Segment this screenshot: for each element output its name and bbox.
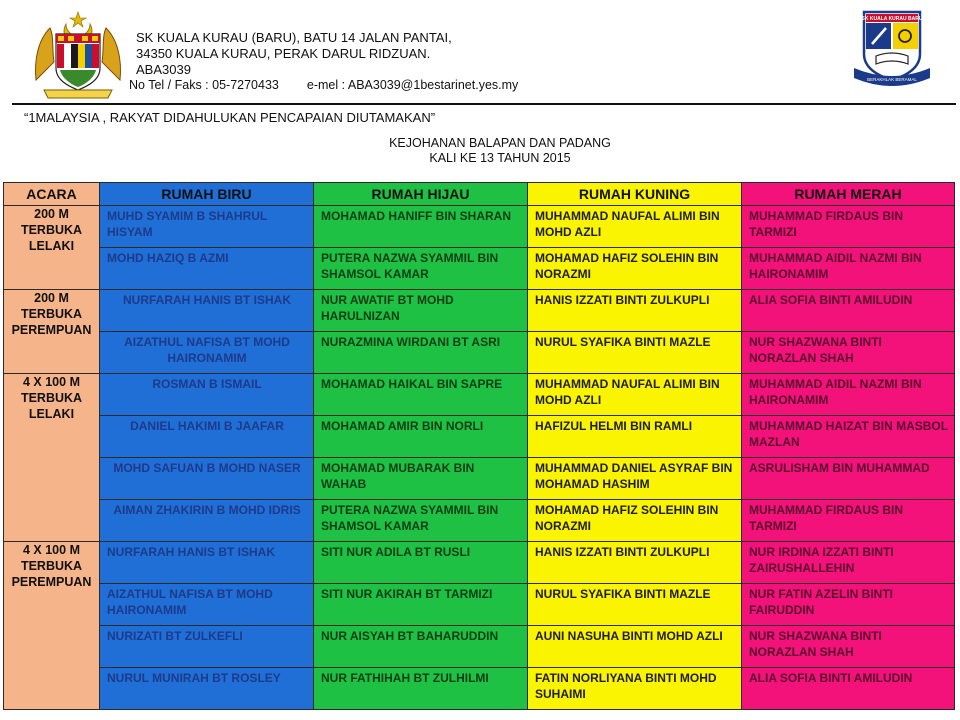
event-cell bbox=[4, 542, 100, 710]
athlete-cell-kuning bbox=[528, 290, 742, 332]
athlete-cell-kuning bbox=[528, 248, 742, 290]
event-cell bbox=[4, 290, 100, 374]
athlete-name: NUR SHAZWANA BINTI NORAZLAN SHAH bbox=[749, 335, 882, 365]
athlete-cell-biru bbox=[100, 626, 314, 668]
athlete-cell-merah bbox=[742, 374, 955, 416]
event-label-line: 4 X 100 M bbox=[23, 375, 80, 389]
athlete-name: NUR SHAZWANA BINTI NORAZLAN SHAH bbox=[749, 629, 882, 659]
athlete-name: MOHAMAD MUBARAK BIN WAHAB bbox=[321, 461, 475, 491]
logo-top-text: SK KUALA KURAU BARU bbox=[861, 16, 923, 22]
athlete-name: NURFARAH HANIS BT ISHAK bbox=[123, 293, 291, 307]
athlete-name: NURFARAH HANIS BT ISHAK bbox=[107, 545, 275, 559]
event-label-line: 200 M bbox=[34, 291, 69, 305]
document-title: KEJOHANAN BALAPAN DAN PADANG bbox=[389, 136, 611, 150]
athlete-name: MOHD SAFUAN B MOHD NASER bbox=[113, 461, 301, 475]
athlete-cell-hijau bbox=[314, 206, 528, 248]
event-label-line: 4 X 100 M bbox=[23, 543, 80, 557]
event-label-line: PEREMPUAN bbox=[11, 323, 92, 337]
athlete-cell-biru bbox=[100, 584, 314, 626]
athlete-name: FATIN NORLIYANA BINTI MOHD SUHAIMI bbox=[535, 671, 717, 701]
athlete-cell-merah bbox=[742, 668, 955, 710]
athlete-cell-kuning bbox=[528, 668, 742, 710]
athlete-name: NURUL SYAFIKA BINTI MAZLE bbox=[535, 587, 711, 601]
athlete-cell-hijau bbox=[314, 542, 528, 584]
athlete-name: NUR FATIN AZELIN BINTI FAIRUDDIN bbox=[749, 587, 893, 617]
athlete-name: MOHAMAD HAFIZ SOLEHIN BIN NORAZMI bbox=[535, 251, 719, 281]
athlete-name: NUR FATHIHAH BT ZULHILMI bbox=[321, 671, 489, 685]
athlete-cell-merah bbox=[742, 500, 955, 542]
athlete-name: HANIS IZZATI BINTI ZULKUPLI bbox=[535, 545, 710, 559]
athlete-name: AIMAN ZHAKIRIN B MOHD IDRIS bbox=[113, 503, 301, 517]
event-label-line: LELAKI bbox=[28, 239, 75, 253]
athlete-cell-biru bbox=[100, 668, 314, 710]
athlete-name: ALIA SOFIA BINTI AMILUDIN bbox=[749, 293, 913, 307]
athlete-cell-kuning bbox=[528, 584, 742, 626]
athlete-name: AUNI NASUHA BINTI MOHD AZLI bbox=[535, 629, 723, 643]
athlete-cell-merah bbox=[742, 584, 955, 626]
table-row bbox=[4, 290, 955, 332]
logo-motto-1: BERILMU bbox=[881, 70, 903, 75]
athlete-cell-biru bbox=[100, 290, 314, 332]
athlete-cell-kuning bbox=[528, 374, 742, 416]
athlete-name: HAFIZUL HELMI BIN RAMLI bbox=[535, 419, 693, 433]
athlete-name: NURAZMINA WIRDANI BT ASRI bbox=[321, 335, 501, 349]
athlete-table bbox=[3, 182, 955, 710]
athlete-cell-kuning bbox=[528, 458, 742, 500]
athlete-name: AIZATHUL NAFISA BT MOHD HAIRONAMIM bbox=[124, 335, 290, 365]
header-divider bbox=[12, 103, 956, 105]
table-row bbox=[4, 500, 955, 542]
athlete-cell-biru bbox=[100, 416, 314, 458]
athlete-cell-biru bbox=[100, 206, 314, 248]
athlete-cell-biru bbox=[100, 374, 314, 416]
athlete-cell-merah bbox=[742, 206, 955, 248]
athlete-cell-kuning bbox=[528, 500, 742, 542]
header-acara: ACARA bbox=[4, 183, 100, 206]
athlete-name: MOHD HAZIQ B AZMI bbox=[107, 251, 229, 265]
school-address bbox=[136, 30, 452, 78]
athlete-name: SITI NUR AKIRAH BT TARMIZI bbox=[321, 587, 493, 601]
event-cell bbox=[4, 374, 100, 542]
athlete-cell-merah bbox=[742, 458, 955, 500]
athlete-name: PUTERA NAZWA SYAMMIL BIN SHAMSOL KAMAR bbox=[321, 503, 499, 533]
athlete-cell-kuning bbox=[528, 626, 742, 668]
event-cell bbox=[4, 206, 100, 290]
athlete-name: NUR IRDINA IZZATI BINTI ZAIRUSHALLEHIN bbox=[749, 545, 894, 575]
logo-motto-2: BERAKHLAK BERAMAL bbox=[867, 77, 917, 82]
table-row bbox=[4, 248, 955, 290]
athlete-name: MOHAMAD HAIKAL BIN SAPRE bbox=[321, 377, 503, 391]
athlete-cell-merah bbox=[742, 626, 955, 668]
athlete-name: DANIEL HAKIMI B JAAFAR bbox=[130, 419, 284, 433]
athlete-name: MOHAMAD HAFIZ SOLEHIN BIN NORAZMI bbox=[535, 503, 719, 533]
header-rumah-biru: RUMAH BIRU bbox=[100, 183, 314, 206]
athlete-cell-biru bbox=[100, 248, 314, 290]
athlete-cell-kuning bbox=[528, 206, 742, 248]
athlete-name: ALIA SOFIA BINTI AMILUDIN bbox=[749, 671, 913, 685]
athlete-name: MUHAMMAD DANIEL ASYRAF BIN MOHAMAD HASHIM bbox=[535, 461, 733, 491]
slogan: “1MALAYSIA , RAKYAT DIDAHULUKAN PENCAPAIAN DIUTAMAKAN” bbox=[24, 110, 436, 125]
athlete-name: NURUL SYAFIKA BINTI MAZLE bbox=[535, 335, 711, 349]
athlete-cell-hijau bbox=[314, 500, 528, 542]
athlete-cell-merah bbox=[742, 248, 955, 290]
table-row bbox=[4, 206, 955, 248]
athlete-cell-kuning bbox=[528, 542, 742, 584]
athlete-cell-merah bbox=[742, 416, 955, 458]
athlete-name: AIZATHUL NAFISA BT MOHD HAIRONAMIM bbox=[107, 587, 273, 617]
athlete-cell-hijau bbox=[314, 626, 528, 668]
athlete-name: MUHAMMAD AIDIL NAZMI BIN HAIRONAMIM bbox=[749, 377, 922, 407]
athlete-cell-hijau bbox=[314, 290, 528, 332]
athlete-name: PUTERA NAZWA SYAMMIL BIN SHAMSOL KAMAR bbox=[321, 251, 499, 281]
table-row bbox=[4, 374, 955, 416]
event-label-line: LELAKI bbox=[28, 407, 75, 421]
athlete-cell-kuning bbox=[528, 416, 742, 458]
state-crest-logo bbox=[30, 10, 126, 102]
event-label-line: TERBUKA bbox=[20, 307, 83, 321]
address-line-2: 34350 KUALA KURAU, PERAK DARUL RIDZUAN. bbox=[136, 46, 431, 61]
athlete-name: NUR AISYAH BT BAHARUDDIN bbox=[321, 629, 499, 643]
athlete-name: MUHD SYAMIM B SHAHRUL HISYAM bbox=[107, 209, 268, 239]
document-subtitle: KALI KE 13 TAHUN 2015 bbox=[429, 151, 571, 165]
table-row bbox=[4, 458, 955, 500]
athlete-name: NURUL MUNIRAH BT ROSLEY bbox=[107, 671, 281, 685]
athlete-name: MUHAMMAD HAIZAT BIN MASBOL MAZLAN bbox=[749, 419, 948, 449]
athlete-name: MUHAMMAD NAUFAL ALIMI BIN MOHD AZLI bbox=[535, 209, 720, 239]
athlete-name: ASRULISHAM BIN MUHAMMAD bbox=[749, 461, 930, 475]
athlete-cell-hijau bbox=[314, 416, 528, 458]
event-label-line: 200 M bbox=[34, 207, 69, 221]
athlete-name: NUR AWATIF BT MOHD HARULNIZAN bbox=[321, 293, 454, 323]
athlete-name: ROSMAN B ISMAIL bbox=[152, 377, 262, 391]
athlete-cell-biru bbox=[100, 542, 314, 584]
athlete-cell-hijau bbox=[314, 668, 528, 710]
header-rumah-kuning: RUMAH KUNING bbox=[528, 183, 742, 206]
table-row bbox=[4, 416, 955, 458]
school-logo bbox=[850, 8, 934, 90]
athlete-cell-biru bbox=[100, 458, 314, 500]
address-line-3: ABA3039 bbox=[136, 62, 191, 77]
athlete-cell-merah bbox=[742, 542, 955, 584]
athlete-name: SITI NUR ADILA BT RUSLI bbox=[321, 545, 471, 559]
table-row bbox=[4, 626, 955, 668]
athlete-cell-hijau bbox=[314, 248, 528, 290]
athlete-name: MUHAMMAD NAUFAL ALIMI BIN MOHD AZLI bbox=[535, 377, 720, 407]
athlete-cell-hijau bbox=[314, 332, 528, 374]
athlete-cell-biru bbox=[100, 500, 314, 542]
contact-line bbox=[129, 78, 518, 92]
address-line-1: SK KUALA KURAU (BARU), BATU 14 JALAN PANTAI, bbox=[136, 30, 452, 45]
athlete-cell-hijau bbox=[314, 584, 528, 626]
athlete-name: MUHAMMAD AIDIL NAZMI BIN HAIRONAMIM bbox=[749, 251, 922, 281]
header-rumah-hijau: RUMAH HIJAU bbox=[314, 183, 528, 206]
table-row bbox=[4, 584, 955, 626]
athlete-cell-merah bbox=[742, 290, 955, 332]
athlete-name: MUHAMMAD FIRDAUS BIN TARMIZI bbox=[749, 503, 903, 533]
athlete-name: MOHAMAD AMIR BIN NORLI bbox=[321, 419, 484, 433]
athlete-cell-kuning bbox=[528, 332, 742, 374]
athlete-name: NURIZATI BT ZULKEFLI bbox=[107, 629, 243, 643]
athlete-cell-hijau bbox=[314, 374, 528, 416]
athlete-cell-hijau bbox=[314, 458, 528, 500]
event-label-line: TERBUKA bbox=[20, 223, 83, 237]
table-row bbox=[4, 542, 955, 584]
athlete-name: MUHAMMAD FIRDAUS BIN TARMIZI bbox=[749, 209, 903, 239]
table-body bbox=[4, 206, 955, 710]
header-rumah-merah: RUMAH MERAH bbox=[742, 183, 955, 206]
table-row bbox=[4, 668, 955, 710]
athlete-name: HANIS IZZATI BINTI ZULKUPLI bbox=[535, 293, 710, 307]
table-row bbox=[4, 332, 955, 374]
athlete-cell-biru bbox=[100, 332, 314, 374]
phone-text: No Tel / Faks : 05-7270433 bbox=[129, 78, 279, 92]
event-label-line: PEREMPUAN bbox=[11, 575, 92, 589]
athlete-name: MOHAMAD HANIFF BIN SHARAN bbox=[321, 209, 511, 223]
event-label-line: TERBUKA bbox=[20, 391, 83, 405]
athlete-cell-merah bbox=[742, 332, 955, 374]
email-text: e-mel : ABA3039@1bestarinet.yes.my bbox=[306, 78, 519, 92]
table-header-row bbox=[4, 183, 955, 206]
event-label-line: TERBUKA bbox=[20, 559, 83, 573]
